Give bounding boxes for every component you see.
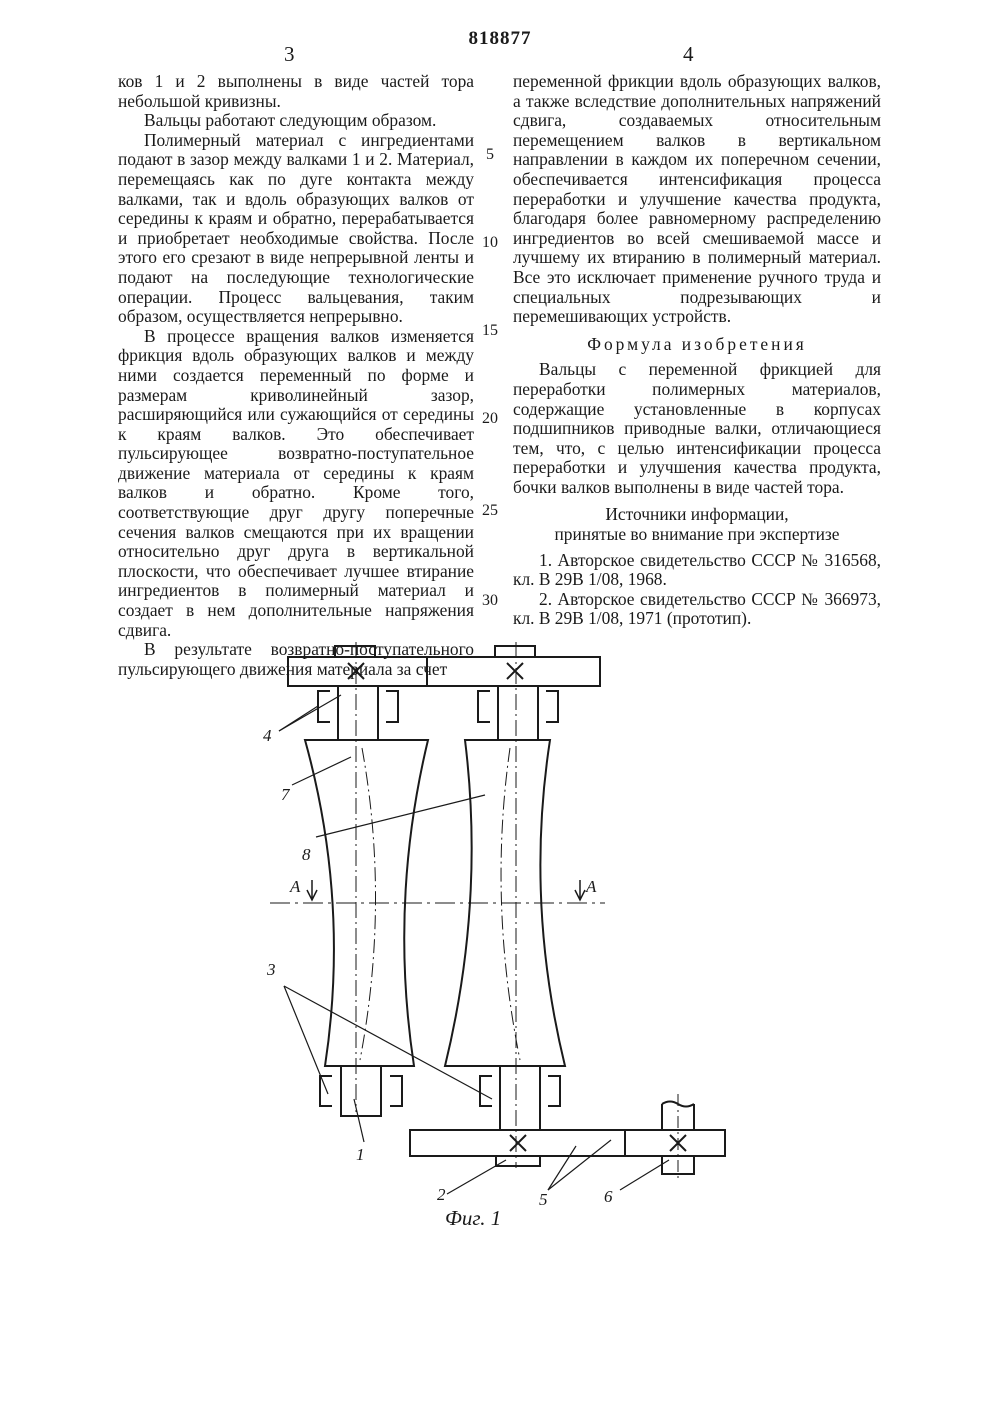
bearing-housing-top-left [318, 691, 398, 722]
formula-heading: Формула изобретения [587, 333, 807, 354]
sources-heading: принятые во внимание при экспертизе [554, 524, 840, 545]
torus-arc-centerline [501, 748, 520, 1060]
paragraph: ков 1 и 2 выполнены в виде частей тора небольшой кривизны. [118, 71, 474, 111]
leader-lines [279, 695, 669, 1194]
gear-hub [495, 646, 535, 657]
bearing-housing-bottom-left [320, 1076, 402, 1106]
paragraph: переменной фрикции вдоль образующих валков, а также вследствие дополнительных напряжений сдвига, создаваемых относительным перемещением валков в вертикальном направлении в каждом их поперечном сечении, обеспечивается интенсификация процесса переработки и улучшение качества продукта, благодаря более равномерному распределению ингредиентов во всей смешиваемой массе и лучшему их втиранию в полимерный материал. Все это исключает применение ручного труда и специальных подрезывающих и перемешивающих устройств. [513, 71, 881, 327]
gear-hub [496, 1156, 540, 1166]
label-7: 7 [281, 785, 290, 804]
top-shaft-right [498, 686, 538, 740]
claim-text: Вальцы с переменной фрикцией для переработки полимерных материалов, содержащие установленные в корпусах подшипников приводные валки, отличающиеся тем, что, с целью интенсификации процесса переработки и улучшения качества продукта, бочки валков выполнены в виде частей тора. [513, 359, 881, 497]
line-number: 25 [482, 502, 498, 519]
bottom-shaft-right [500, 1066, 540, 1130]
figure-caption: Фиг. 1 [445, 1206, 502, 1230]
section-arrow-left [307, 880, 317, 900]
line-number: 5 [486, 146, 494, 163]
line-number: 10 [482, 234, 498, 251]
top-shaft-left [338, 686, 378, 740]
bottom-shaft-left [341, 1066, 381, 1116]
paragraph: Вальцы работают следующим образом. [144, 110, 437, 131]
sources-heading: Источники информации, [605, 504, 789, 525]
left-column [118, 72, 474, 679]
source-item: 1. Авторское свидетельство СССР № 316568, кл. В 29В 1/08, 1968. [513, 549, 881, 590]
label-5: 5 [539, 1190, 548, 1209]
gear-hub [335, 646, 375, 657]
line-number: 30 [482, 592, 498, 609]
paragraph: Полимерный материал с ингредиентами подают в зазор между валками 1 и 2. Материал, перемещаясь как по дуге контакта между валками, так и вдоль образующих валков от середины к краям и обратно, перерабатывается и приобретает необходимые свойства. После этого его срезают в виде непрерывной ленты и подают на последующие технологические операции. Процесс вальцевания, таким образом, осуществляется непрерывно. [118, 129, 474, 327]
paragraph: В результате возвратно-поступательного пульсирующего движения материала за счет [118, 639, 474, 679]
source-item: 2. Авторское свидетельство СССР № 366973, кл. В 29В 1/08, 1971 (прототип). [513, 588, 881, 629]
label-8: 8 [302, 845, 311, 864]
label-2: 2 [437, 1185, 446, 1204]
label-4: 4 [263, 726, 272, 745]
figure-1-drawing [0, 630, 1000, 1250]
bearing-housing-top-right [478, 691, 558, 722]
torus-arc-centerline [360, 748, 376, 1060]
page-number-right: 4 [683, 42, 694, 66]
bottom-gear-right [625, 1130, 725, 1156]
bearing-housing-bottom-right [480, 1076, 560, 1106]
label-6: 6 [604, 1187, 613, 1206]
label-3: 3 [267, 960, 276, 979]
axis-cross-mark [507, 663, 523, 679]
section-arrow-right [575, 880, 585, 900]
label-section-a-right: А [586, 877, 597, 896]
line-number: 20 [482, 410, 498, 427]
paragraph: В процессе вращения валков изменяется фрикция вдоль образующих валков и между ними создается переменный по форме и размерам криволинейный зазор, расширяющийся или сужающийся от середины к краям валков. Это обеспечивает пульсирующее возвратно-поступательное движение материала от середины к краям валков и обратно. Кроме того, соответствующие друг другу поперечные сечения валков смещаются при их вращении относительно друг друга в вертикальной плоскости, что обеспечивает лучшее втирание ингредиентов в полимерный материал и создает в нем дополнительные напряжения сдвига. [118, 325, 474, 640]
line-number: 15 [482, 322, 498, 339]
label-section-a-left: А [290, 877, 301, 896]
right-column [513, 72, 881, 629]
patent-number: 818877 [468, 28, 532, 49]
label-1: 1 [356, 1145, 365, 1164]
axis-cross-mark [510, 1135, 526, 1151]
page-number-left: 3 [284, 42, 295, 66]
